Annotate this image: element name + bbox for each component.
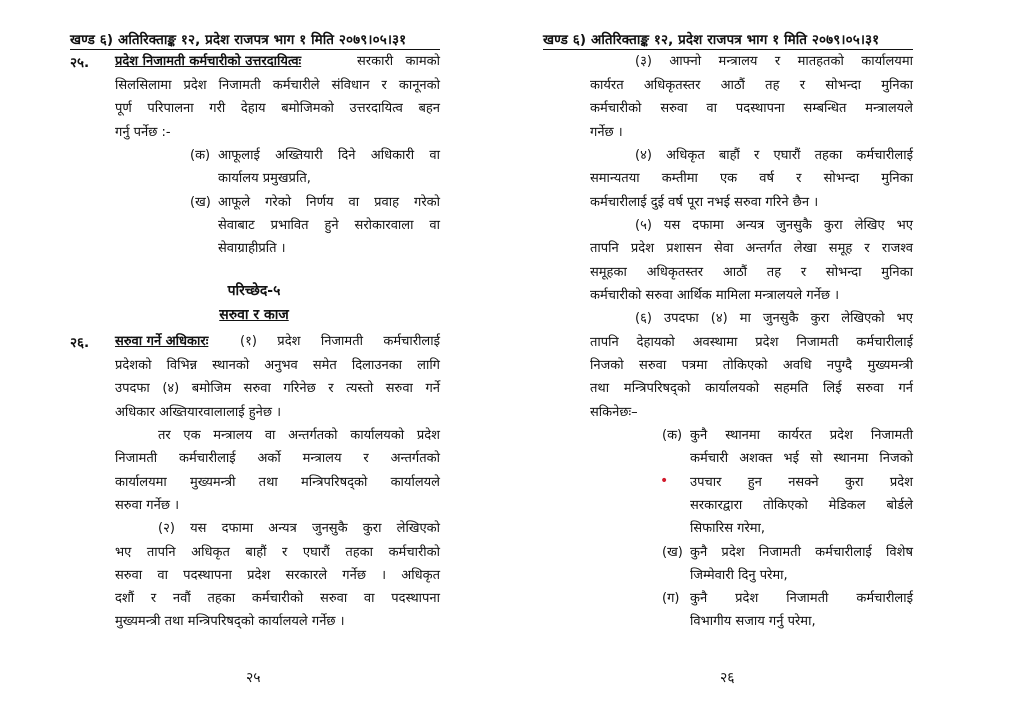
page-header: खण्ड ६) अतिरिक्ताङ्क १२, प्रदेश राजपत्र भाग १ मिति २०७९।०५।३१: [543, 30, 913, 50]
section-text: (२) यस दफामा अन्यत्र जुनसुकै कुरा लेखिएको: [158, 521, 440, 536]
section-title: [115, 332, 208, 352]
item-label: (ग): [662, 591, 680, 606]
paragraph-line: कर्मचारीको सरुवा वा पदस्थापना सम्बन्धित मन्त्रालयले: [590, 101, 913, 116]
item-label: (ख): [190, 195, 211, 210]
item-label: (ख): [662, 545, 683, 560]
item-text: जिम्मेवारी दिनु परेमा,: [690, 568, 788, 583]
paragraph-line: समान्यतया कम्तीमा एक वर्ष र सोभन्दा मुनिका: [590, 171, 913, 186]
section-text: कार्यालयमा मुख्यमन्त्री तथा मन्त्रिपरिषद्को कार्यालयले: [115, 475, 440, 490]
section-number: २५.: [70, 55, 90, 71]
section-text: अधिकार अख्तियारवालालाई हुनेछ ।: [115, 405, 282, 420]
section-text: निजामती कर्मचारीलाई अर्को मन्त्रालय र अन्तर्गतको: [115, 451, 440, 466]
section-text: दशौं र नवौं तहका कर्मचारीको सरुवा वा पदस्थापना: [115, 591, 440, 606]
item-text: आफूले गरेको निर्णय वा प्रवाह गरेको: [218, 195, 440, 210]
item-text: आफूलाई अख्तियारी दिने अधिकारी वा: [218, 148, 440, 163]
page-header: खण्ड ६) अतिरिक्ताङ्क १२, प्रदेश राजपत्र भाग १ मिति २०७९।०५।३१: [70, 30, 440, 50]
item-text: सिफारिस गरेमा,: [690, 521, 766, 536]
item-text: विभागीय सजाय गर्नु परेमा,: [690, 614, 816, 629]
paragraph-line: समूहका अधिकृतस्तर आठौं तह र सोभन्दा मुनिका: [590, 265, 913, 280]
item-text: कार्यालय प्रमुखप्रति,: [218, 171, 311, 186]
paragraph-line: कर्मचारीको सरुवा आर्थिक मामिला मन्त्रालयले गर्नेछ ।: [590, 288, 840, 303]
paragraph-line: सकिनेछः–: [590, 405, 638, 420]
page-number: २५: [246, 670, 261, 686]
paragraph-line: (३) आफ्नो मन्त्रालय र मातहतको कार्यालयमा: [635, 54, 913, 69]
section-text: सिलसिलामा प्रदेश निजामती कर्मचारीले संविधान र कानूनको: [115, 78, 440, 93]
page-number: २६: [720, 670, 735, 686]
section-text: सरुवा वा पदस्थापना प्रदेश सरकारले गर्नेछ । अधिकृत: [115, 568, 440, 583]
chapter-heading: परिच्छेद-५: [227, 283, 281, 299]
item-text: सरकारद्वारा तोकिएको मेडिकल बोर्डले: [690, 498, 913, 513]
section-text: गर्नु पर्नेछ :-: [115, 125, 171, 140]
section-text: (१) प्रदेश निजामती कर्मचारीलाई: [240, 334, 440, 349]
section-text: सरकारी कामको: [357, 54, 440, 69]
paragraph-line: तापनि देहायको अवस्थामा प्रदेश निजामती कर्मचारीलाई: [590, 335, 913, 350]
section-title-text: सरुवा गर्ने अधिकारः: [115, 334, 209, 349]
section-text: मुख्यमन्त्री तथा मन्त्रिपरिषद्को कार्यालयले गर्नेछ ।: [115, 614, 345, 629]
section-25-first-line: [115, 52, 301, 72]
section-text: पूर्ण परिपालना गरी देहाय बमोजिमको उत्तरदायित्व बहन: [115, 101, 440, 116]
item-label: (क): [190, 148, 211, 163]
paragraph-line: (६) उपदफा (४) मा जुनसुकै कुरा लेखिएको भए: [635, 311, 913, 326]
item-text: कुनै प्रदेश निजामती कर्मचारीलाई विशेष: [690, 545, 913, 560]
paragraph-line: निजको सरुवा पत्रमा तोकिएको अवधि नपुग्दै मुख्यमन्त्री: [590, 358, 913, 373]
paragraph-line: तापनि प्रदेश प्रशासन सेवा अन्तर्गत लेखा समूह र राजश्व: [590, 241, 913, 256]
bullet-marker: •: [660, 473, 669, 489]
section-title: प्रदेश निजामती कर्मचारीको उत्तरदायित्वः: [115, 54, 302, 69]
item-text: सेवाबाट प्रभावित हुने सरोकारवाला वा: [218, 218, 440, 233]
item-text: कुनै प्रदेश निजामती कर्मचारीलाई: [690, 591, 913, 606]
item-text: उपचार हुन नसक्ने कुरा प्रदेश: [690, 475, 913, 490]
item-label: (क): [662, 428, 683, 443]
chapter-title: सरुवा र काज: [219, 307, 289, 323]
paragraph-line: (५) यस दफामा अन्यत्र जुनसुकै कुरा लेखिए भए: [635, 218, 913, 233]
item-text: कुनै स्थानमा कार्यरत प्रदेश निजामती: [690, 428, 913, 443]
paragraph-line: कार्यरत अधिकृतस्तर आठौं तह र सोभन्दा मुनिका: [590, 78, 913, 93]
right-page: [515, 0, 1030, 706]
section-text: सरुवा गर्नेछ ।: [115, 498, 179, 513]
paragraph-line: गर्नेछ ।: [590, 125, 623, 140]
section-text: तर एक मन्त्रालय वा अन्तर्गतको कार्यालयको प्रदेश: [158, 428, 440, 443]
paragraph-line: तथा मन्त्रिपरिषद्को कार्यालयको सहमति लिई सरुवा गर्न: [590, 381, 913, 396]
section-text: उपदफा (४) बमोजिम सरुवा गरिनेछ र त्यस्तो सरुवा गर्ने: [115, 381, 440, 396]
paragraph-line: कर्मचारीलाई दुई वर्ष पूरा नभई सरुवा गरिने छैन ।: [590, 195, 819, 210]
section-text: भए तापनि अधिकृत बाहौं र एघारौं तहका कर्मचारीको: [115, 545, 440, 560]
section-text: प्रदेशको विभिन्न स्थानको अनुभव समेत दिलाउनका लागि: [115, 358, 440, 373]
item-text: सेवाग्राहीप्रति ।: [218, 241, 286, 256]
paragraph-line: (४) अधिकृत बाहौं र एघारौं तहका कर्मचारीलाई: [635, 148, 913, 163]
item-text: कर्मचारी अशक्त भई सो स्थानमा निजको: [690, 451, 913, 466]
section-number: २६.: [70, 335, 90, 351]
